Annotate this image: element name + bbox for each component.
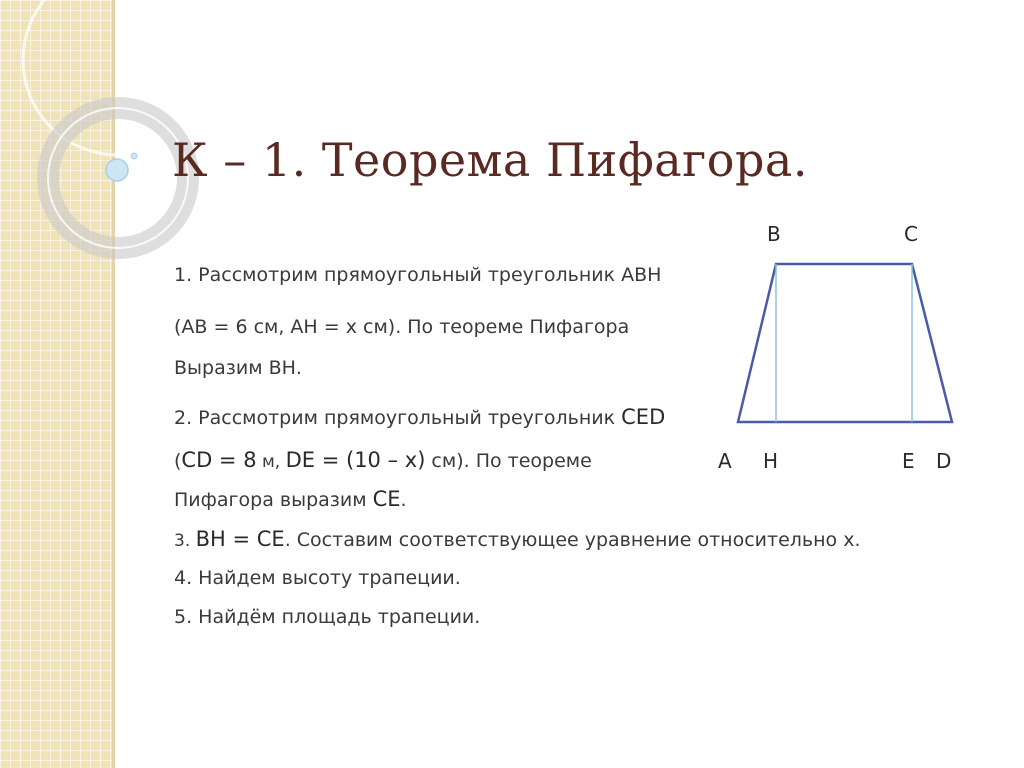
text-line-4-main: 2. Рассмотрим прямоугольный треугольник [174,407,622,429]
text-line-5-unit: м, [256,452,286,472]
text-line-5-de: DE = (10 – x) [285,448,426,472]
text-line-5-cd: CD = 8 [181,448,257,472]
vertex-label-c: C [904,222,918,246]
text-line-3: Выразим ВН. [174,357,302,379]
text-line-5-open: ( [174,450,182,472]
text-line-2: (АВ = 6 см, АН = х см). По теореме Пифагора [174,316,630,338]
vertex-label-d: D [936,449,952,473]
vertex-label-e: E [902,449,915,473]
text-line-9: 5. Найдём площадь трапеции. [174,606,481,628]
vertex-label-a: A [718,449,732,473]
text-line-7-eq: BH = CE [195,527,285,551]
text-line-6-ce: CE [372,487,401,511]
text-line-5-rest: см). По теореме [425,450,592,472]
trapezoid-outline [738,264,952,422]
text-line-7-num: 3. [174,531,196,551]
vertex-label-h: H [763,449,779,473]
text-line-1: 1. Рассмотрим прямоугольный треугольник АВН [174,264,662,286]
text-line-8: 4. Найдем высоту трапеции. [174,567,461,589]
slide-title: К – 1. Теорема Пифагора. [172,133,808,187]
text-line-7-rest: . Составим соответствующее уравнение относительно х. [284,529,861,551]
text-line-6-dot: . [400,489,407,511]
text-line-6-main: Пифагора выразим [174,489,373,511]
text-line-4-ced: CED [621,405,666,429]
vertex-label-b: B [767,222,781,246]
